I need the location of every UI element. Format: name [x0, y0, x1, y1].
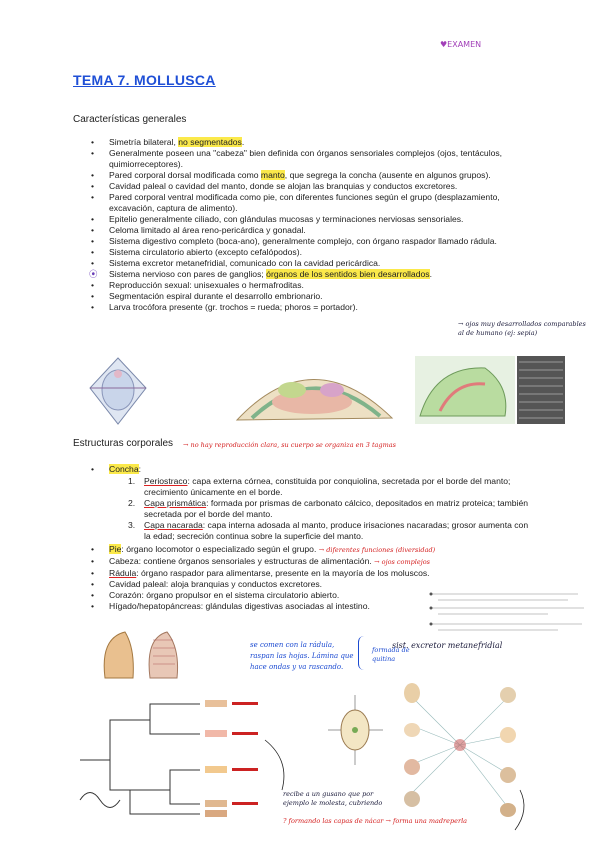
- highlighted-text: órganos de los sentidos bien desarrollados: [266, 269, 430, 279]
- highlighted-text: manto: [260, 170, 285, 180]
- structure-label: Rádula: [109, 568, 137, 578]
- exam-tag: ♥EXAMEN: [440, 40, 482, 49]
- bullet: ⦿: [89, 269, 98, 279]
- section-heading-general: Características generales: [73, 114, 187, 125]
- item-text: Pared corporal dorsal modificada como: [109, 170, 261, 180]
- item-text-tail: , que segrega la concha (ausente en algunos grupos).: [284, 170, 491, 180]
- excretor-note: sist. excretor metanefridial: [392, 641, 503, 650]
- layer-number: 1.: [128, 476, 136, 486]
- bullet: •: [91, 181, 95, 191]
- structure-note: → diferentes funciones (diversidad): [318, 546, 436, 554]
- structure-label: Cabeza: [109, 556, 139, 566]
- bullet: •: [91, 556, 95, 566]
- structure-text: : órgano raspador para alimentarse, presente en la mayoría de los moluscos.: [136, 568, 430, 578]
- concha-label: Concha: [109, 464, 139, 474]
- item-text: Sistema circulatorio abierto (excepto cefalópodos).: [109, 247, 302, 257]
- item-text: Cavidad paleal o cavidad del manto, donde se alojan las branquias y conductos excretores.: [109, 181, 458, 191]
- bullet: •: [91, 579, 95, 589]
- item-text: Epitelio generalmente ciliado, con glándulas mucosas y terminaciones nerviosas sensoriales.: [109, 214, 464, 224]
- bullet: •: [91, 192, 95, 202]
- item-text-tail: .: [429, 269, 432, 279]
- structure-note: → ojos complejos: [374, 558, 430, 566]
- note-eyes: → ojos muy desarrollados comparables al de humano (ej: sepia): [458, 320, 586, 337]
- highlighted-text: no segmentados: [178, 137, 242, 147]
- bottom-note-2: ? formando las capas de nácar → forma una madreperla: [283, 817, 468, 825]
- item-text: Simetría bilateral,: [109, 137, 179, 147]
- radula-side-note: formada de quitina: [372, 646, 410, 663]
- item-text-tail: .: [241, 137, 245, 147]
- layer-name: Periostraco: [144, 476, 188, 486]
- bullet: •: [91, 291, 95, 301]
- section-heading-structures: Estructuras corporales: [73, 438, 174, 449]
- layer-name: Capa nacarada: [144, 520, 203, 530]
- layer-text: : capa interna adosada al manto, produce irisaciones nacaradas; grosor aumenta con la edad; secreción continua sobre la superficie del manto.: [144, 520, 529, 541]
- item-text: Generalmente poseen una "cabeza" bien definida con órganos sensoriales complejos (ojos, tentáculos, quimiorreceptores).: [109, 148, 503, 169]
- bullet: •: [91, 236, 95, 246]
- structure-label: Pie: [109, 544, 122, 554]
- layer-number: 3.: [128, 520, 136, 530]
- structure-text: : glándulas digestivas asociadas al intestino.: [200, 601, 370, 611]
- page-title: TEMA 7. MOLLUSCA: [73, 72, 216, 88]
- bullet: •: [91, 568, 95, 578]
- item-text: Reproducción sexual: unisexuales o hermafroditas.: [109, 280, 304, 290]
- structure-text: : órgano locomotor o especializado según el grupo.: [121, 544, 317, 554]
- bullet: •: [91, 601, 95, 611]
- layer-text: : capa externa córnea, constituida por conquiolina, secretada por el borde del manto; crecimiento únicamente en el borde.: [144, 476, 511, 497]
- bullet: •: [91, 137, 95, 147]
- radula-note: se comen con la rádula, raspan las hojas. Lámina que hace ondas y va rascando.: [250, 641, 354, 671]
- layer-name: Capa prismática: [144, 498, 207, 508]
- bullet: •: [91, 170, 95, 180]
- layer-text: : formada por prismas de carbonato cálcico, depositados en matriz proteica; también secretada por el borde del manto.: [144, 498, 529, 519]
- item-text: Sistema digestivo completo (boca-ano), generalmente complejo, con órgano raspador llamado rádula.: [109, 236, 497, 246]
- structure-text: : órgano propulsor en el sistema circulatorio abierto.: [141, 590, 340, 600]
- bullet: •: [91, 258, 95, 268]
- item-text: Segmentación espiral durante el desarrollo embrionario.: [109, 291, 323, 301]
- item-text: Pared corporal ventral modificada como pie, con diferentes funciones según el grupo (desplazamiento, excavación, captura de alimento).: [109, 192, 500, 213]
- layer-number: 2.: [128, 498, 136, 508]
- structure-label: Corazón: [109, 590, 142, 600]
- bullet: •: [91, 214, 95, 224]
- concha-item: • Concha:: [91, 464, 142, 474]
- structure-text: : contiene órganos sensoriales y estructuras de alimentación.: [138, 556, 372, 566]
- bullet: •: [91, 302, 95, 312]
- bottom-note-1: recibe a un gusano que por ejemplo le molesta, cubriendo: [283, 790, 383, 807]
- bullet: •: [91, 590, 95, 600]
- bullet: •: [91, 544, 95, 554]
- bullet: •: [91, 148, 95, 158]
- bullet: •: [91, 247, 95, 257]
- structure-text: : aloja branquias y conductos excretores.: [165, 579, 323, 589]
- structure-label: Cavidad paleal: [109, 579, 166, 589]
- structure-label: Hígado/hepatopáncreas: [109, 601, 201, 611]
- item-text: Sistema nervioso con pares de ganglios;: [109, 269, 267, 279]
- item-text: Celoma limitado al área reno-pericárdica y gonadal.: [109, 225, 306, 235]
- structures-note: → no hay reproducción clara, su cuerpo se organiza en 3 tagmas: [183, 441, 396, 449]
- bullet: •: [91, 225, 95, 235]
- item-text: Larva trocófora presente (gr. trochos = rueda; phoros = portador).: [109, 302, 358, 312]
- item-text: Sistema excretor metanefridial, comunicado con la cavidad pericárdica.: [109, 258, 381, 268]
- bullet: •: [91, 280, 95, 290]
